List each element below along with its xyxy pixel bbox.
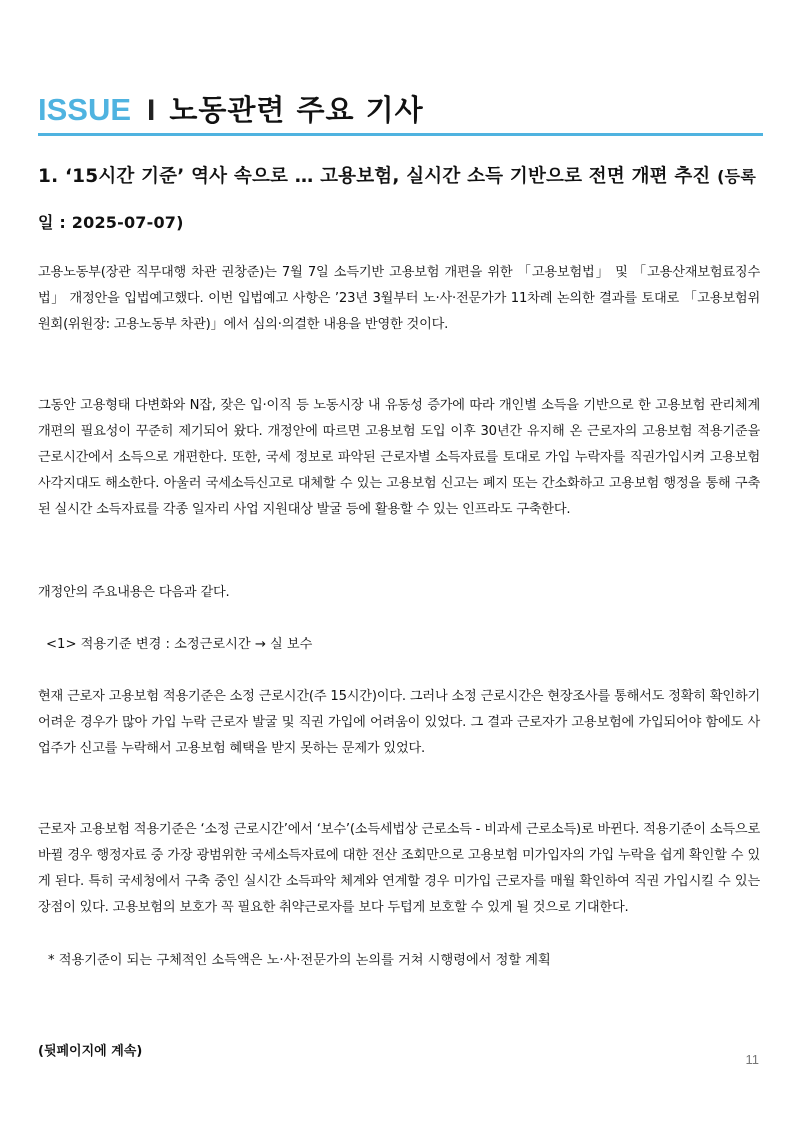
header-rule bbox=[38, 133, 763, 136]
subheading: <1> 적용기준 변경 : 소정근로시간 → 실 보수 bbox=[46, 637, 313, 652]
paragraph-2: 그동안 고용형태 다변화와 N잡, 잦은 입·이직 등 노동시장 내 유동성 증가에 따라 개인별 소득을 기반으로 한 고용보험 관리체계 개편의 필요성이 꾸준히 제기되어 왔다. 개정안에 따르면 고용보험 도입 이후 30년간 유지해 온 근로자의 고용보험 적용기준을 근로시간에서 소득으로 개편한다. 또한, 국세 정보로 파악된 근로자별 소득자료를 토대로 가입 누락자를 직권가입시켜 고용보험 사각지대도 해소한다. 아울러 국세소득신고로 대체할 수 있는 고용보험 신고는 폐지 또는 간소화하고 고용보험 행정을 통해 구축된 실시간 소득자료를 각종 일자리 사업 지원대상 발굴 등에 활용할 수 있는 인프라도 구축한다. bbox=[38, 398, 760, 517]
paragraph-3: 개정안의 주요내용은 다음과 같다. bbox=[38, 585, 230, 600]
article-title-block bbox=[38, 154, 760, 246]
footnote: * 적용기준이 되는 구체적인 소득액은 노·사·전문가의 논의를 거쳐 시행령에서 정할 계획 bbox=[48, 953, 551, 968]
article-title: 1. ‘15시간 기준’ 역사 속으로 … 고용보험, 실시간 소득 기반으로 전면 개편 추진 bbox=[38, 166, 711, 187]
article-date: (등록일 : 2025-07-07) bbox=[38, 167, 756, 232]
paragraph-1: 고용노동부(장관 직무대행 차관 권창준)는 7월 7일 소득기반 고용보험 개편을 위한 「고용보험법」 및 「고용산재보험료징수법」 개정안을 입법예고했다. 이번 입법예고 사항은 ’23년 3월부터 노·사·전문가가 11차례 논의한 결과를 토대로 「고용보험위원회(위원장: 고용노동부 차관)」에서 심의·의결한 내용을 반영한 것이다. bbox=[38, 265, 760, 332]
section-title: 노동관련 주요 기사 bbox=[169, 93, 424, 127]
page-header bbox=[38, 88, 424, 129]
issue-label: ISSUE bbox=[38, 92, 132, 127]
paragraph-5: 근로자 고용보험 적용기준은 ‘소정 근로시간’에서 ‘보수’(소득세법상 근로소득 - 비과세 근로소득)로 바뀐다. 적용기준이 소득으로 바뀔 경우 행정자료 중 가장 광범위한 국세소득자료에 대한 전산 조회만으로 고용보험 미가입자의 가입 누락을 쉽게 확인할 수 있게 된다. 특히 국세청에서 구축 중인 실시간 소득파악 체계와 연계할 경우 미가입 근로자를 매월 확인하여 직권 가입시킬 수 있는 장점이 있다. 고용보험의 보호가 꼭 필요한 취약근로자를 보다 두텁게 보호할 수 있게 될 것으로 기대한다. bbox=[38, 822, 760, 915]
continued-label: (뒷페이지에 계속) bbox=[38, 1044, 143, 1059]
header-separator: I bbox=[147, 94, 156, 127]
paragraph-4: 현재 근로자 고용보험 적용기준은 소정 근로시간(주 15시간)이다. 그러나 소정 근로시간은 현장조사를 통해서도 정확히 확인하기 어려운 경우가 많아 가입 누락 근로자 발굴 및 직권 가입에 어려움이 있었다. 그 결과 근로자가 고용보험에 가입되어야 함에도 사업주가 신고를 누락해서 고용보험 혜택을 받지 못하는 문제가 있었다. bbox=[38, 689, 760, 756]
page-number: 11 bbox=[745, 1052, 759, 1067]
